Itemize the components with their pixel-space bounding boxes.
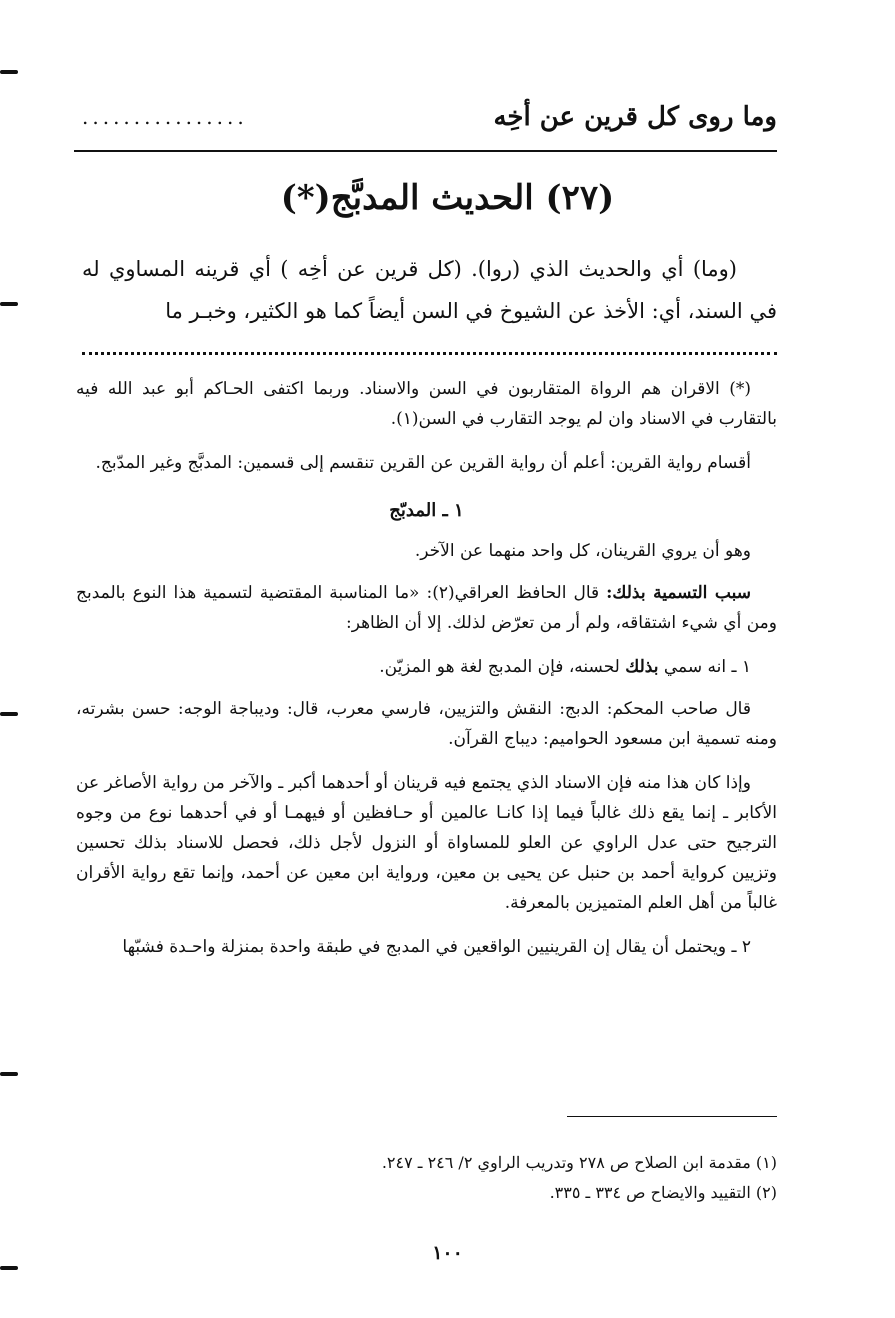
note-definition: وهو أن يروي القرينان، كل واحد منهما عن الآخر. (414, 541, 751, 561)
chapter-title: (٢٧) الحديث المدبَّج(*) (280, 178, 615, 218)
commentary (76, 374, 777, 976)
note-divisions: أقسام رواية القرين: أعلم أن رواية القرين عن القرين تنقسم إلى قسمين: المدبَّج وغير المدّبج. (95, 453, 751, 473)
naming-text: قال الحافظ العراقي(٢): «ما المناسبة المقتضية لتسمية هذا النوع بالمدبج ومن أي شيء اشتقاقه، ولم أر من تعرّض لذلك. إلا أن الظاهر: (76, 583, 777, 633)
section-heading: ١ ـ المدبّج (389, 500, 464, 521)
margin-mark (0, 302, 18, 306)
running-head-dots: ................ (82, 105, 248, 129)
note-naming (76, 578, 777, 638)
main-paragraph: (وما) أي والحديث الذي (روا). (كل قرين عن أخِه ) أي قرينه المساوي له في السند، أي: الأخذ عن الشيوخ في السن أيضاً كما هو الكثير، وخبـر ما (82, 257, 777, 323)
margin-mark (0, 70, 18, 74)
margin-mark (0, 1072, 18, 1076)
page-number: ١٠٠ (432, 1242, 463, 1264)
footnote-1: (١) مقدمة ابن الصلاح ص ٢٧٨ وتدريب الراوي ٢/ ٢٤٦ ـ ٢٤٧. (381, 1153, 777, 1172)
reason-1-prefix: ١ ـ انه سمي (658, 657, 751, 677)
footnote-rule (567, 1116, 777, 1117)
footnotes (82, 1148, 777, 1208)
dotted-separator (82, 352, 777, 355)
margin-mark (0, 712, 18, 716)
reason-1-rest: لحسنه، فإن المدبج لغة هو المزيّن. (379, 657, 626, 677)
note-reason-2: ٢ ـ ويحتمل أن يقال إن القرينيين الواقعين في المدبج في طبقة واحدة بمنزلة واحـدة فشبّها (122, 937, 751, 957)
margin-mark (0, 1266, 18, 1270)
note-isnad: وإذا كان هذا منه فإن الاسناد الذي يجتمع فيه قرينان أو أحدهما أكبر ـ والآخر من رواية الأصاغر عن الأكابر ـ إنما يقع ذلك غالباً فيما إذا كانـا عالمين أو حـافظين أو فيهمـا أو في أحدهما نوع من وجوه الترجيح حتى عدل الراوي عن العلو للمساواة أو النزول لأجل ذلك، فحصل للاسناد بذلك تحسين وتزيين كرواية أحمد بن حنبل عن يحيى بن معين، ورواية ابن معين عن أحمد، وإنما تقع رواية الأقران غالباً من أهل العلم المتميزين بالمعرفة. (76, 773, 777, 913)
header-rule (74, 150, 777, 152)
main-text (82, 248, 777, 332)
note-star: (*) الاقران هم الرواة المتقاربون في السن والاسناد. وربما اكتفى الحـاكم أبو عبد الله فيه بالتقارب في الاسناد وان لم يوجد التقارب في السن(١). (76, 379, 777, 429)
naming-label: سبب التسمية بذلك: (606, 583, 751, 603)
running-head (82, 92, 777, 142)
running-head-title: وما روى كل قرين عن أخِه (493, 102, 777, 132)
note-reason-1 (76, 652, 777, 682)
reason-1-bold: بذلك (625, 657, 659, 677)
footnote-2: (٢) التقييد والايضاح ص ٣٣٤ ـ ٣٣٥. (549, 1183, 777, 1202)
note-muhkam: قال صاحب المحكم: الدبج: النقش والتزيين، فارسي معرب، قال: وديباجة الوجه: حسن بشرته، ومنه تسمية ابن مسعود الحواميم: ديباج القرآن. (76, 699, 777, 749)
